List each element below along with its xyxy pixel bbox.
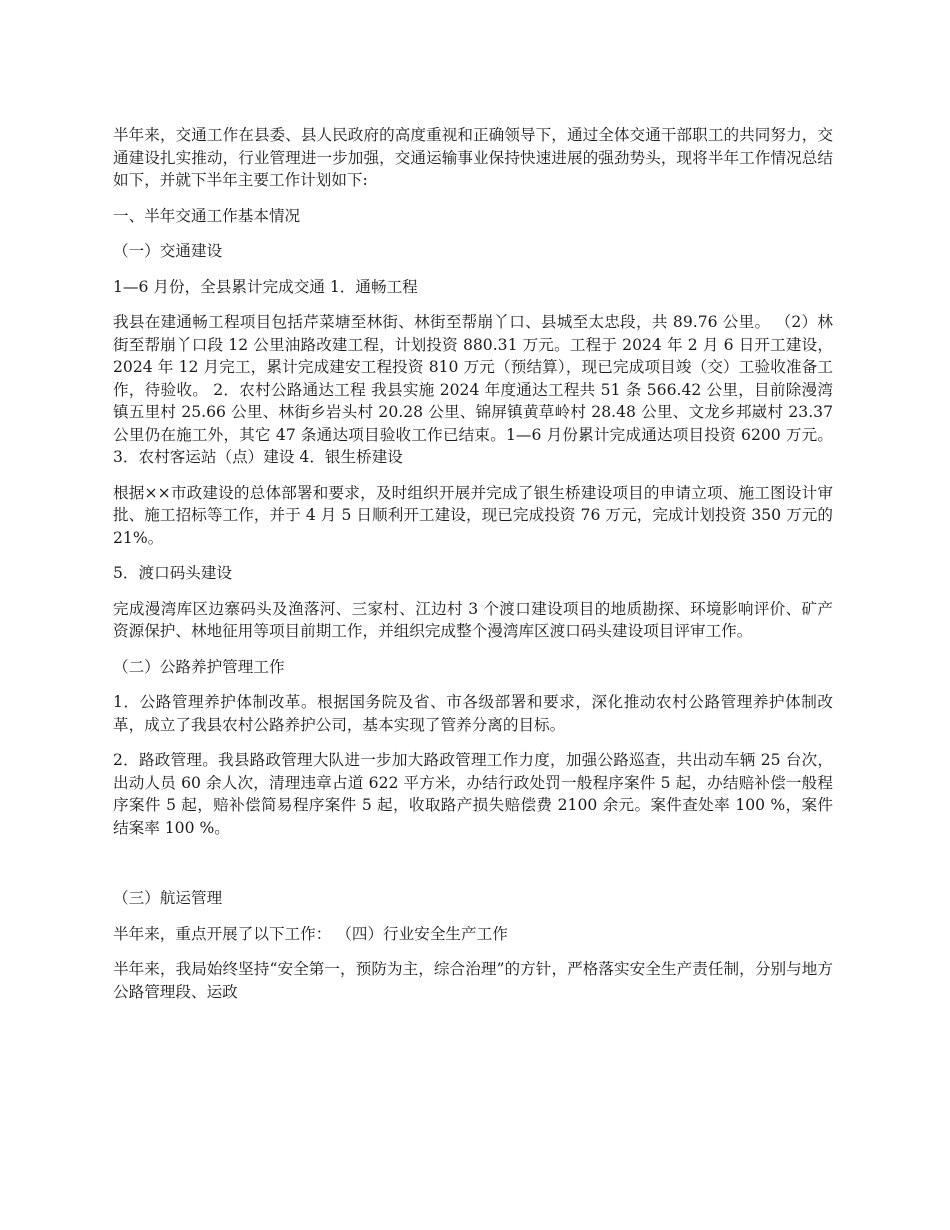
intro-paragraph: 半年来，交通工作在县委、县人民政府的高度重视和正确领导下，通过全体交通干部职工的共同努力，交通建设扎实推动，行业管理进一步加强，交通运输事业保持快速进展的强劲势头，现将半年工作情况总结如下，并就下半年主要工作计划如下: [113, 126, 833, 189]
document-body [113, 124, 833, 1003]
item-heading-ferry-docks: 5．渡口码头建设 [113, 564, 233, 582]
paragraph-road-projects: 我县在建通畅工程项目包括芹菜塘至林街、林街至帮崩丫口、县城至太忠段，共 89.76 公里。 （2）林街至帮崩丫口段 12 公里油路改建工程，计划投资 880.31 万元。工程于 2024 年 2 月 6 日开工建设，2024 年 12 月完工，累计完成建安工程投资 810 万元（预结算），现已完成项目竣（交）工验收准备工作，待验收。 2．农村公路通达工程 我县实施 2024 年度通达工程共 51 条 566.42 公里，目前除漫湾镇五里村 25.66 公里、林街乡岩头村 20.28 公里、锦屏镇黄草岭村 28.48 公里、文龙乡邦崴村 23.37 公里仍在施工外，其它 47 条通达项目验收工作已结束。1—6 月份累计完成通达项目投资 6200 万元。 3．农村客运站（点）建设 4．银生桥建设 [113, 313, 833, 466]
paragraph-shipping-work: 半年来，重点开展了以下工作： （四）行业安全生产工作 [113, 924, 508, 943]
paragraph-yinsheng-bridge: 根据××市政建设的总体部署和要求，及时组织开展并完成了银生桥建设项目的申请立项、施工图设计审批、施工招标等工作，并于 4 月 5 日顺利开工建设，现已完成投资 76 万元，完成计划投资 350 万元的 21%。 [113, 483, 833, 547]
paragraph-jan-june-summary: 1—6 月份，全县累计完成交通 1．通畅工程 [113, 277, 418, 296]
section-heading-basic-situation: 一、半年交通工作基本情况 [113, 206, 301, 225]
paragraph-road-administration: 2．路政管理。我县路政管理大队进一步加大路政管理工作力度，加强公路巡查，共出动车辆 25 台次，出动人员 60 余人次，清理违章占道 622 平方米，办结行政处罚一般程序案件 5 起，办结赔补偿一般程序案件 5 起，赔补偿简易程序案件 5 起，收取路产损失赔偿费 2100 余元。案件查处率 100 %，案件结案率 100 %。 [113, 751, 833, 837]
paragraph-ferry-docks: 完成漫湾库区边寨码头及渔落河、三家村、江边村 3 个渡口建设项目的地质勘探、环境影响评价、矿产资源保护、林地征用等项目前期工作，并组织完成整个漫湾库区渡口码头建设项目评审工作。 [113, 599, 833, 640]
paragraph-maintenance-reform: 1．公路管理养护体制改革。根据国务院及省、市各级部署和要求，深化推动农村公路管理养护体制改革，成立了我县农村公路养护公司，基本实现了管养分离的目标。 [113, 693, 833, 734]
subsection-heading-shipping: （三）航运管理 [113, 889, 223, 907]
paragraph-safety-production: 半年来，我局始终坚持“安全第一，预防为主，综合治理”的方针，严格落实安全生产责任制，分别与地方公路管理段、运政 [113, 960, 833, 1001]
subsection-heading-road-maintenance: （二）公路养护管理工作 [113, 657, 285, 676]
subsection-heading-traffic-construction: （一）交通建设 [113, 242, 223, 260]
